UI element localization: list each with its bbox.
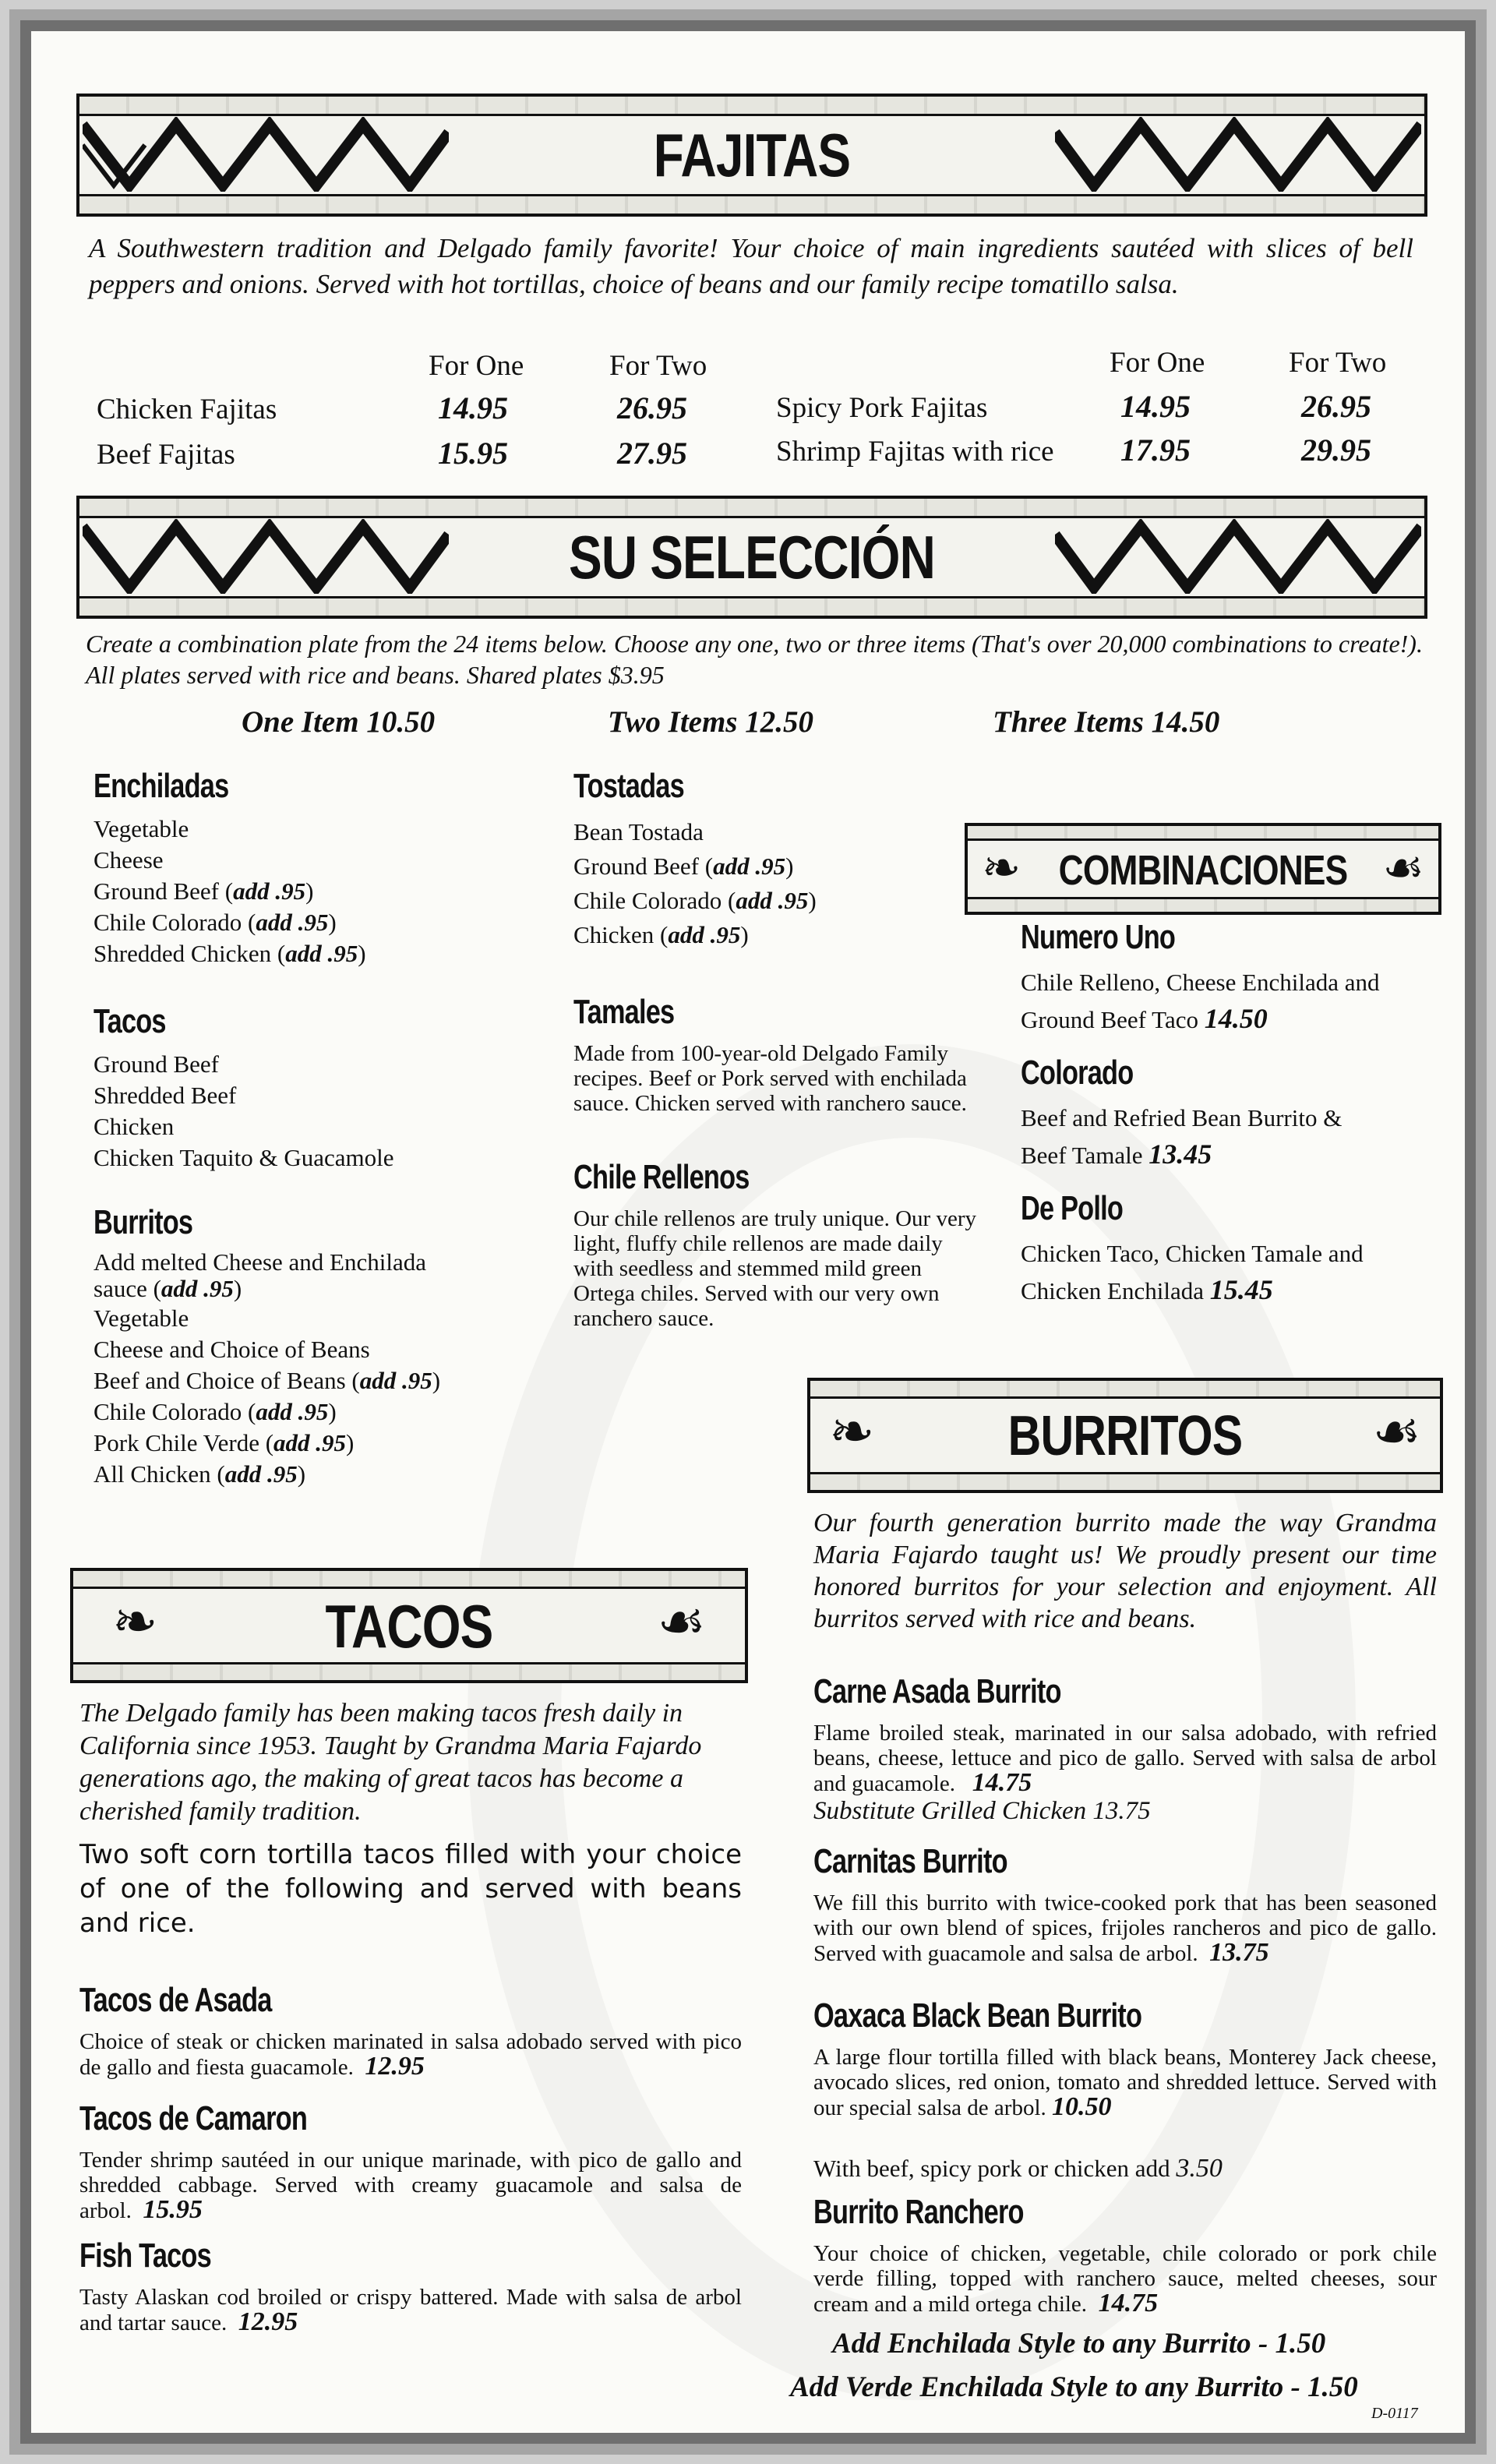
menu-page	[31, 31, 1465, 2433]
burrito-description: We fill this burrito with twice-cooked pork that has been seasoned with our own blend of spices, frijoles rancheros and pico de gallo. Served with guacamole and salsa de arbol. 13.75	[813, 1890, 1437, 1967]
rellenos-heading: Chile Rellenos	[573, 1158, 750, 1196]
list-item: Shredded Chicken (add .95)	[94, 940, 366, 967]
list-item: Chile Colorado (add .95)	[94, 1398, 337, 1425]
list-item: Cheese and Choice of Beans	[94, 1336, 370, 1363]
burrito-heading: Carnitas Burrito	[813, 1842, 1007, 1880]
burrito-description: Your choice of chicken, vegetable, chile colorado or pork chile verde filling, topped with ranchero sauce, melted cheeses, sour cream and a mild ortega chile. 14.75	[813, 2241, 1437, 2318]
tostadas-list	[573, 815, 817, 952]
fajitas-item-price-one: 14.95	[1120, 389, 1191, 424]
fajitas-banner	[76, 94, 1427, 217]
taco-description: Tender shrimp sautéed in our unique marinade, with pico de gallo and shredded cabbage. Served with creamy guacamole and salsa de arbol. 15.95	[79, 2148, 742, 2224]
three-items-price: Three Items 14.50	[993, 705, 1220, 739]
burritos-list	[94, 1250, 440, 1490]
fajitas-title: FAJITAS	[653, 121, 851, 189]
verde-style-addon: Add Verde Enchilada Style to any Burrito - 1.50	[790, 2371, 1358, 2403]
seleccion-banner	[76, 496, 1427, 619]
burrito-extra: With beef, spicy pork or chicken add 3.50	[813, 2154, 1223, 2183]
list-item: Ground Beef (add .95)	[94, 877, 314, 905]
combinaciones-banner	[965, 823, 1441, 915]
list-item: sauce (add .95)	[94, 1275, 242, 1302]
list-item: Chile Colorado (add .95)	[94, 909, 337, 936]
fajitas-item-name: Chicken Fajitas	[97, 394, 277, 425]
tacos-intro-plain: Two soft corn tortilla tacos filled with your choice of one of the following and served with beans and rice.	[79, 1839, 742, 1939]
fajitas-item-price-two: 26.95	[1301, 389, 1371, 424]
burrito-description: Flame broiled steak, marinated in our salsa adobado, with refried beans, cheese, lettuce and pico de gallo. Served with salsa de arbol and guacamole. 14.75	[813, 1721, 1437, 1797]
scroll-ornament-left-icon: ❧	[829, 1403, 875, 1463]
fajitas-item-price-two: 27.95	[617, 436, 687, 471]
tacos-list-heading: Tacos	[94, 1002, 166, 1040]
list-item: All Chicken (add .95)	[94, 1460, 306, 1488]
taco-description: Tasty Alaskan cod broiled or crispy battered. Made with salsa de arbol and tartar sauce. 12.95	[79, 2285, 742, 2336]
burritos-title: BURRITOS	[1007, 1405, 1243, 1467]
list-item: Vegetable	[94, 815, 189, 842]
seleccion-intro: Create a combination plate from the 24 items below. Choose any one, two or three items (That's over 20,000 combinations to create!). All plates served with rice and beans. Shared plates $3.95	[86, 630, 1423, 689]
tacos-list	[94, 1049, 394, 1174]
list-item: Add melted Cheese and Enchilada	[94, 1248, 426, 1276]
combinaciones-title: COMBINACIONES	[1058, 847, 1348, 894]
combo-description: Chile Relleno, Cheese Enchilada and	[1021, 969, 1380, 996]
list-item: Chile Colorado (add .95)	[573, 887, 817, 914]
list-item: Shredded Beef	[94, 1082, 237, 1109]
combo-description: Ground Beef Taco 14.50	[1021, 1003, 1268, 1034]
tacos-banner	[70, 1568, 748, 1683]
fajitas-for-two-header: For Two	[609, 350, 707, 382]
scroll-ornament-left-icon: ❧	[112, 1593, 158, 1653]
burrito-heading: Oaxaca Black Bean Burrito	[813, 1996, 1142, 2035]
fajitas-item-price-two: 26.95	[617, 390, 687, 425]
fajitas-item-price-one: 14.95	[438, 390, 508, 425]
list-item: Cheese	[94, 846, 164, 874]
scroll-ornament-right-icon: ☙	[1382, 842, 1424, 894]
fajitas-item-name: Beef Fajitas	[97, 439, 235, 471]
burritos-intro: Our fourth generation burrito made the way Grandma Maria Fajardo taught us! We proudly present our time honored burritos for your selection and enjoyment. All burritos served with rice and beans.	[813, 1509, 1437, 1633]
list-item: Pork Chile Verde (add .95)	[94, 1429, 355, 1456]
tamales-heading: Tamales	[573, 993, 675, 1031]
taco-heading: Tacos de Asada	[79, 1981, 272, 2019]
tamales-description: Made from 100-year-old Delgado Family recipes. Beef or Pork served with enchilada sauce. Chicken served with ranchero sauce.	[573, 1041, 967, 1116]
rellenos-description: Our chile rellenos are truly unique. Our very light, fluffy chile rellenos are made daily with seedless and stemmed mild green Ortega chiles. Served with our very own ranchero sauce.	[573, 1206, 976, 1331]
enchilada-style-addon: Add Enchilada Style to any Burrito - 1.50	[832, 2328, 1326, 2360]
list-item: Ground Beef	[94, 1050, 219, 1078]
combo-heading: Colorado	[1021, 1054, 1134, 1092]
combo-heading: De Pollo	[1021, 1189, 1124, 1227]
enchiladas-heading: Enchiladas	[94, 767, 229, 805]
menu-code: D-0117	[1371, 2405, 1418, 2422]
combo-description: Beef Tamale 13.45	[1021, 1138, 1212, 1170]
burrito-substitute: Substitute Grilled Chicken 13.75	[813, 1797, 1151, 1825]
burrito-description: A large flour tortilla filled with black beans, Monterey Jack cheese, avocado slices, red onion, tomato and shredded lettuce. Served with our special salsa de arbol. 10.50	[813, 2045, 1437, 2121]
fajitas-for-two-header: For Two	[1289, 347, 1387, 379]
scroll-ornament-right-icon: ☙	[657, 1593, 706, 1653]
fajitas-for-one-header: For One	[1110, 347, 1205, 379]
one-item-price: One Item 10.50	[242, 705, 436, 739]
list-item: Vegetable	[94, 1304, 189, 1332]
scroll-ornament-left-icon: ❧	[982, 842, 1021, 894]
fajitas-item-price-two: 29.95	[1301, 432, 1371, 468]
burritos-list-heading: Burritos	[94, 1203, 193, 1241]
taco-description: Choice of steak or chicken marinated in salsa adobado served with pico de gallo and fiesta guacamole. 12.95	[79, 2029, 742, 2081]
list-item: Chicken Taquito & Guacamole	[94, 1144, 394, 1171]
enchiladas-list	[94, 814, 366, 969]
list-item: Ground Beef (add .95)	[573, 853, 794, 880]
combo-description: Chicken Enchilada 15.45	[1021, 1274, 1273, 1305]
two-items-price: Two Items 12.50	[608, 705, 813, 739]
fajitas-item-price-one: 17.95	[1120, 432, 1191, 468]
fajitas-for-one-header: For One	[429, 350, 524, 382]
seleccion-title: SU SELECCIÓN	[569, 523, 935, 591]
fajitas-item-price-one: 15.95	[438, 436, 508, 471]
taco-heading: Tacos de Camaron	[79, 2099, 308, 2137]
list-item: Chicken (add .95)	[573, 921, 749, 948]
list-item: Bean Tostada	[573, 818, 704, 845]
list-item: Chicken	[94, 1113, 175, 1140]
combo-heading: Numero Uno	[1021, 918, 1176, 956]
combo-description: Beef and Refried Bean Burrito &	[1021, 1104, 1343, 1131]
combo-description: Chicken Taco, Chicken Tamale and	[1021, 1240, 1364, 1267]
burrito-heading: Carne Asada Burrito	[813, 1672, 1061, 1710]
burritos-banner	[807, 1378, 1443, 1493]
scroll-ornament-right-icon: ☙	[1372, 1403, 1421, 1463]
fajitas-item-name: Spicy Pork Fajitas	[776, 392, 988, 424]
list-item: Beef and Choice of Beans (add .95)	[94, 1367, 441, 1394]
burrito-heading: Burrito Ranchero	[813, 2193, 1024, 2231]
fajitas-item-name: Shrimp Fajitas with rice	[776, 436, 1054, 468]
tostadas-heading: Tostadas	[573, 767, 684, 805]
tacos-title: TACOS	[325, 1592, 493, 1661]
fajitas-intro: A Southwestern tradition and Delgado family favorite! Your choice of main ingredients sautéed with slices of bell peppers and onions. Served with hot tortillas, choice of beans and our family recipe tomatillo salsa.	[89, 233, 1413, 299]
taco-heading: Fish Tacos	[79, 2236, 211, 2275]
tacos-intro: The Delgado family has been making tacos fresh daily in California since 1953. Taught by Grandma Maria Fajardo generations ago, the making of great tacos has become a cherished family tradition.	[79, 1699, 702, 1826]
